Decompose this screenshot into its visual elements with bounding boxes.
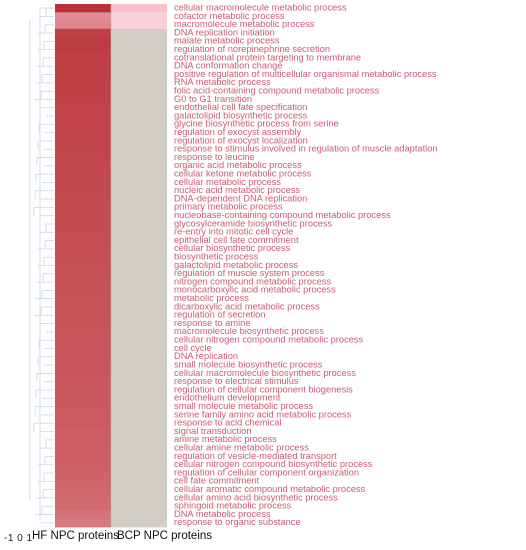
row-label: response to organic substance: [174, 517, 301, 528]
heatmap-cell: [111, 162, 167, 171]
heatmap-cell: [111, 477, 167, 486]
heatmap-cell: [111, 70, 167, 79]
row-label: regulation of cellular component biogenesis: [174, 384, 353, 395]
heatmap-cell: [111, 411, 167, 420]
heatmap-cell: [55, 402, 111, 411]
heatmap-cell: [55, 95, 111, 104]
heatmap-cell: [111, 46, 167, 55]
row-label: glycosylceramide biosynthetic process: [174, 218, 333, 229]
heatmap-cell: [111, 469, 167, 478]
heatmap-cell: [111, 203, 167, 212]
heatmap-cell: [111, 319, 167, 328]
heatmap-cell: [111, 236, 167, 245]
heatmap-cell: [55, 37, 111, 46]
heatmap-cell: [111, 270, 167, 279]
heatmap-cell: [111, 494, 167, 503]
heatmap-cell: [111, 436, 167, 445]
heatmap-cell: [55, 344, 111, 353]
row-label: organic acid metabolic process: [174, 160, 302, 171]
heatmap-cell: [55, 253, 111, 262]
heatmap-cell: [111, 402, 167, 411]
row-label: RNA metabolic process: [174, 77, 271, 88]
row-label: nitrogen compound metabolic process: [174, 276, 332, 287]
row-label: DNA replication: [174, 351, 239, 362]
row-label: cellular ketone metabolic process: [174, 168, 312, 179]
heatmap-cell: [55, 145, 111, 154]
row-label: endothelium development: [174, 392, 281, 403]
heatmap-cell: [55, 311, 111, 320]
heatmap-cell: [55, 270, 111, 279]
heatmap-cell: [111, 328, 167, 337]
heatmap-cell: [111, 153, 167, 162]
row-label: cellular metabolic process: [174, 176, 281, 187]
row-label: endothelial cell fate specification: [174, 102, 308, 113]
heatmap-cell: [111, 278, 167, 287]
heatmap-cell: [55, 295, 111, 304]
heatmap-cell: [111, 419, 167, 428]
heatmap-cell: [111, 303, 167, 312]
heatmap-cell: [111, 295, 167, 304]
heatmap-cell: [55, 477, 111, 486]
row-label: cellular aromatic compound metabolic process: [174, 483, 366, 494]
heatmap-cell: [111, 95, 167, 104]
heatmap-cell: [111, 37, 167, 46]
heatmap-cell: [111, 286, 167, 295]
heatmap-cell: [111, 112, 167, 121]
heatmap-cell: [111, 386, 167, 395]
row-label: cell fate commitment: [174, 475, 260, 486]
heatmap-cell: [55, 519, 111, 528]
heatmap-cell: [55, 187, 111, 196]
heatmap-cell: [55, 436, 111, 445]
heatmap-cell: [111, 62, 167, 71]
column-label-hf-npc: HF NPC proteins: [32, 530, 119, 542]
heatmap-cell: [111, 187, 167, 196]
heatmap-cell: [55, 427, 111, 436]
row-label: galactolipid metabolic process: [174, 259, 299, 270]
heatmap-cell: [55, 62, 111, 71]
row-label: DNA metabolic process: [174, 508, 271, 519]
heatmap-cell: [55, 485, 111, 494]
row-label: regulation of norepinephrine secretion: [174, 43, 331, 54]
row-label: G0 to G1 transition: [174, 93, 253, 104]
heatmap-cell: [111, 228, 167, 237]
row-label: cell cycle: [174, 342, 212, 353]
heatmap-cell: [55, 336, 111, 345]
row-label: response to amine: [174, 317, 251, 328]
row-label: primary metabolic process: [174, 201, 283, 212]
heatmap-cell: [111, 12, 167, 21]
heatmap-cell: [111, 336, 167, 345]
heatmap-cell: [55, 510, 111, 519]
row-label: regulation of muscle system process: [174, 268, 325, 279]
heatmap-cell: [111, 378, 167, 387]
heatmap-cell: [55, 4, 111, 13]
row-label: cotranslational protein targeting to membrane: [174, 52, 362, 63]
color-legend-ticks: -1 0 1: [4, 533, 33, 544]
row-label: cellular amine metabolic process: [174, 442, 309, 453]
row-label: re-entry into mitotic cell cycle: [174, 226, 294, 237]
column-label-bcp-npc: BCP NPC proteins: [117, 530, 213, 542]
row-label: amine metabolic process: [174, 434, 277, 445]
heatmap-cell: [111, 253, 167, 262]
heatmap-cell: [55, 502, 111, 511]
heatmap-cell: [55, 112, 111, 121]
row-label: monocarboxylic acid metabolic process: [174, 284, 336, 295]
heatmap-cell: [111, 502, 167, 511]
row-label: regulation of secretion: [174, 309, 266, 320]
row-label: metabolic process: [174, 293, 249, 304]
row-label: biosynthetic process: [174, 251, 259, 262]
heatmap-cell: [111, 79, 167, 88]
row-label: cellular nitrogen compound metabolic process: [174, 334, 364, 345]
row-label: cellular macromolecule metabolic process: [174, 2, 347, 13]
heatmap-cell: [55, 120, 111, 129]
heatmap-cell: [111, 87, 167, 96]
heatmap-cell: [55, 12, 111, 21]
heatmap-cell: [111, 4, 167, 13]
heatmap-cell: [55, 411, 111, 420]
heatmap-cell: [55, 129, 111, 138]
heatmap-cell: [55, 54, 111, 63]
row-label: regulation of cellular component organization: [174, 467, 360, 478]
row-label: regulation of exocyst localization: [174, 135, 308, 146]
heatmap-cell: [111, 137, 167, 146]
heatmap-cell: [111, 195, 167, 204]
row-label: response to acid chemical: [174, 417, 282, 428]
row-label: regulation of exocyst assembly: [174, 127, 302, 137]
row-label: macromolecule biosynthetic process: [174, 326, 324, 337]
row-label: regulation of vesicle-mediated transport: [174, 450, 337, 461]
row-label: signal transduction: [174, 425, 252, 436]
heatmap-cell: [111, 29, 167, 38]
heatmap-cell: [55, 386, 111, 395]
heatmap-cell: [55, 278, 111, 287]
row-label: small molecule biosynthetic process: [174, 359, 323, 370]
heatmap-cell: [55, 444, 111, 453]
heatmap-cell: [55, 87, 111, 96]
heatmap-cell: [55, 303, 111, 312]
heatmap-cell: [55, 461, 111, 470]
row-label: glycine biosynthetic process from serine: [174, 118, 339, 129]
heatmap-cell: [111, 485, 167, 494]
row-label: response to electrical stimulus: [174, 376, 299, 387]
heatmap-cell: [55, 319, 111, 328]
heatmap-cells: [55, 4, 167, 527]
row-label: galactolipid biosynthetic process: [174, 110, 308, 121]
heatmap-cell: [111, 452, 167, 461]
heatmap-cell: [111, 21, 167, 30]
row-label: DNA replication initiation: [174, 27, 275, 38]
heatmap-cell: [111, 104, 167, 113]
heatmap-cell: [111, 353, 167, 362]
row-label: DNA-dependent DNA replication: [174, 193, 308, 204]
heatmap-cell: [55, 261, 111, 270]
heatmap-cell: [55, 286, 111, 295]
heatmap-cell: [55, 452, 111, 461]
heatmap-cell: [111, 170, 167, 179]
row-label: cellular macromolecule biosynthetic process: [174, 367, 356, 378]
heatmap-cell: [111, 369, 167, 378]
heatmap-cell: [111, 120, 167, 129]
heatmap-cell: [55, 162, 111, 171]
row-label: small molecule metabolic process: [174, 400, 313, 411]
heatmap-cell: [111, 145, 167, 154]
heatmap-cell: [55, 394, 111, 403]
heatmap-cell: [111, 461, 167, 470]
heatmap-cell: [55, 353, 111, 362]
heatmap-cell: [55, 153, 111, 162]
row-label: cellular nitrogen compound biosynthetic process: [174, 459, 373, 470]
heatmap-cell: [111, 129, 167, 138]
row-dendrogram: [30, 8, 54, 523]
heatmap-cell: [55, 419, 111, 428]
heatmap-cell: [55, 220, 111, 229]
heatmap-cell: [55, 29, 111, 38]
heatmap-cell: [111, 54, 167, 63]
heatmap-cell: [55, 46, 111, 55]
heatmap-cell: [55, 494, 111, 503]
heatmap-cell: [55, 212, 111, 221]
row-label: nucleic acid metabolic process: [174, 185, 301, 196]
heatmap-cell: [55, 79, 111, 88]
heatmap-cell: [111, 519, 167, 528]
heatmap-cell: [111, 178, 167, 187]
row-label: nucleobase-containing compound metabolic process: [174, 210, 391, 221]
row-label: DNA conformation change: [174, 60, 283, 71]
row-labels: [174, 2, 438, 527]
heatmap-cell: [111, 444, 167, 453]
heatmap-cell: [55, 70, 111, 79]
heatmap-cell: [111, 510, 167, 519]
heatmap-cell: [55, 137, 111, 146]
row-label: positive regulation of multicellular organismal metabolic process: [174, 68, 437, 79]
heatmap-cell: [111, 245, 167, 254]
heatmap-cell: [111, 311, 167, 320]
row-label: folic acid-containing compound metabolic process: [174, 85, 380, 96]
heatmap-cell: [55, 245, 111, 254]
heatmap-cell: [111, 220, 167, 229]
row-label: cellular biosynthetic process: [174, 243, 291, 254]
row-label: response to stimulus involved in regulation of muscle adaptation: [174, 143, 438, 154]
heatmap-cell: [55, 361, 111, 370]
heatmap-cell: [55, 203, 111, 212]
heatmap-cell: [55, 170, 111, 179]
heatmap-cell: [111, 361, 167, 370]
row-label: malate metabolic process: [174, 35, 280, 46]
heatmap-cell: [55, 228, 111, 237]
heatmap-cell: [55, 178, 111, 187]
heatmap-cell: [55, 21, 111, 30]
row-label: dicarboxylic acid metabolic process: [174, 301, 320, 312]
row-label: response to leucine: [174, 151, 255, 162]
heatmap-cell: [55, 236, 111, 245]
row-label: cellular amino acid biosynthetic process: [174, 492, 338, 503]
heatmap-cell: [111, 212, 167, 221]
heatmap-cell: [111, 427, 167, 436]
heatmap-cell: [111, 394, 167, 403]
heatmap-cell: [55, 469, 111, 478]
heatmap-cell: [55, 369, 111, 378]
row-label: serine family amino acid metabolic process: [174, 409, 352, 420]
heatmap-cell: [55, 378, 111, 387]
heatmap-cell: [55, 195, 111, 204]
row-label: cofactor metabolic process: [174, 10, 285, 21]
row-label: macromolecule metabolic process: [174, 19, 315, 30]
heatmap-cell: [111, 261, 167, 270]
row-label: sphingoid metabolic process: [174, 500, 292, 511]
row-label: epithelial cell fate commitment: [174, 234, 299, 245]
heatmap-cell: [55, 104, 111, 113]
heatmap-cell: [111, 344, 167, 353]
heatmap-cell: [55, 328, 111, 337]
